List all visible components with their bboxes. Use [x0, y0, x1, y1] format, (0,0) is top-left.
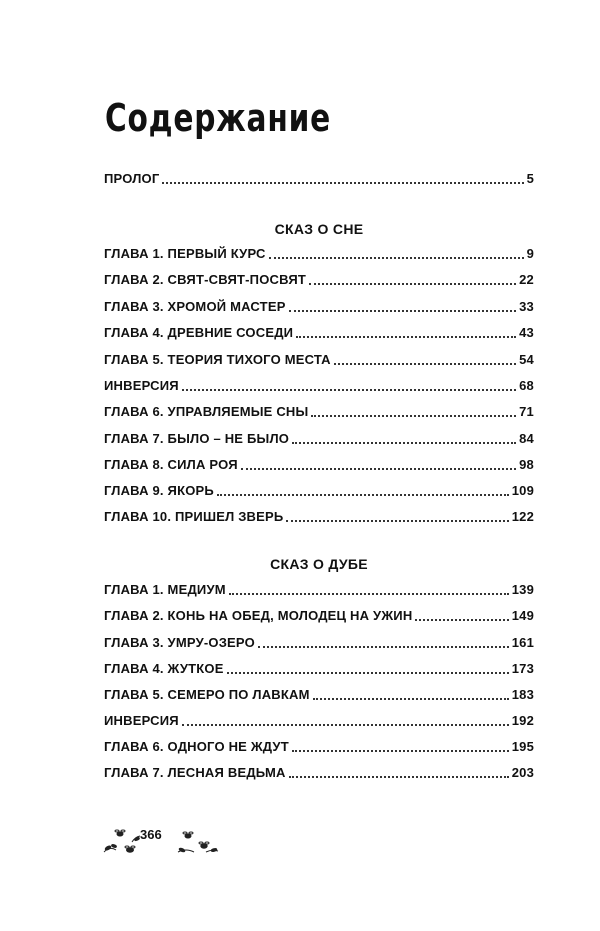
toc-entry-page: 192 — [511, 713, 534, 728]
toc-entry-page: 84 — [519, 431, 534, 446]
toc-entry[interactable] — [104, 657, 534, 677]
dot-leader — [217, 494, 509, 496]
toc-entry-label: ГЛАВА 9. ЯКОРЬ — [104, 483, 214, 498]
dot-leader — [258, 646, 509, 648]
toc-entry[interactable] — [104, 735, 534, 755]
dot-leader — [241, 468, 516, 470]
dot-leader — [292, 750, 509, 752]
toc-entry-label: ГЛАВА 3. УМРУ-ОЗЕРО — [104, 635, 255, 650]
toc-entry-label: ГЛАВА 2. КОНЬ НА ОБЕД, МОЛОДЕЦ НА УЖИН — [104, 608, 413, 623]
dot-leader — [311, 415, 516, 417]
toc-entry-label: ГЛАВА 8. СИЛА РОЯ — [104, 457, 238, 472]
page-folio — [100, 822, 230, 862]
toc-entry-page: 43 — [519, 325, 534, 340]
dot-leader — [286, 520, 508, 522]
dot-leader — [289, 310, 517, 312]
toc-entry-label: ГЛАВА 6. УПРАВЛЯЕМЫЕ СНЫ — [104, 404, 309, 419]
toc-entry-page: 109 — [511, 483, 534, 498]
bees-and-leaves-icon — [100, 822, 230, 862]
toc-entry-label: ГЛАВА 5. СЕМЕРО ПО ЛАВКАМ — [104, 687, 310, 702]
toc-entry[interactable] — [104, 578, 534, 598]
toc-entry[interactable] — [104, 453, 534, 473]
toc-entry-label: ГЛАВА 1. МЕДИУМ — [104, 582, 226, 597]
section-title-dream: СКАЗ О СНЕ — [274, 221, 364, 237]
toc-entry[interactable] — [104, 479, 534, 499]
dot-leader — [415, 619, 508, 621]
toc-entry-page: 54 — [519, 352, 534, 367]
toc-entry[interactable] — [104, 295, 534, 315]
toc-entry-page: 203 — [511, 765, 534, 780]
toc-entry-label: ИНВЕРСИЯ — [104, 378, 179, 393]
toc-entry[interactable] — [104, 374, 534, 394]
toc-entry-label: ГЛАВА 7. ЛЕСНАЯ ВЕДЬМА — [104, 765, 286, 780]
dot-leader — [296, 336, 516, 338]
dot-leader — [182, 724, 509, 726]
toc-entry-prologue[interactable] — [104, 167, 534, 187]
toc-entry-label: ИНВЕРСИЯ — [104, 713, 179, 728]
dot-leader — [313, 698, 509, 700]
dot-leader — [229, 593, 509, 595]
toc-entry-page: 183 — [511, 687, 534, 702]
toc-entry-label: ГЛАВА 6. ОДНОГО НЕ ЖДУТ — [104, 739, 289, 754]
section-title-oak: СКАЗ О ДУБЕ — [270, 556, 368, 572]
page-title: Содержание — [105, 96, 332, 140]
dot-leader — [292, 442, 516, 444]
toc-entry-page: 139 — [511, 582, 534, 597]
toc-entry[interactable] — [104, 321, 534, 341]
toc-entry-label: ГЛАВА 7. БЫЛО – НЕ БЫЛО — [104, 431, 290, 446]
toc-entry[interactable] — [104, 604, 534, 624]
toc-entry-page: 161 — [511, 635, 534, 650]
toc-entry-label: ГЛАВА 5. ТЕОРИЯ ТИХОГО МЕСТА — [104, 352, 331, 367]
toc-entry-page: 5 — [526, 171, 534, 186]
toc-entry[interactable] — [104, 631, 534, 651]
toc-entry-label: ГЛАВА 4. ДРЕВНИЕ СОСЕДИ — [104, 325, 294, 340]
toc-entry-page: 195 — [511, 739, 534, 754]
toc-entry[interactable] — [104, 242, 534, 262]
dot-leader — [289, 776, 509, 778]
toc-entry[interactable] — [104, 709, 534, 729]
toc-entry-page: 71 — [519, 404, 534, 419]
dot-leader — [269, 257, 524, 259]
toc-entry[interactable] — [104, 400, 534, 420]
dot-leader — [309, 283, 516, 285]
toc-entry-label: ГЛАВА 10. ПРИШЕЛ ЗВЕРЬ — [104, 509, 284, 524]
dot-leader — [227, 672, 509, 674]
toc-entry-label: ГЛАВА 2. СВЯТ-СВЯТ-ПОСВЯТ — [104, 272, 307, 287]
toc-entry-label: ГЛАВА 1. ПЕРВЫЙ КУРС — [104, 246, 266, 261]
toc-entry-label: ГЛАВА 3. ХРОМОЙ МАСТЕР — [104, 299, 286, 314]
dot-leader — [182, 389, 516, 391]
dot-leader — [162, 182, 523, 184]
toc-entry-page: 22 — [519, 272, 534, 287]
page-number: 366 — [140, 827, 162, 842]
toc-entry-page: 122 — [511, 509, 534, 524]
toc-entry-label: ГЛАВА 4. ЖУТКОЕ — [104, 661, 224, 676]
toc-entry-page: 173 — [511, 661, 534, 676]
toc-entry-page: 98 — [519, 457, 534, 472]
toc-entry[interactable] — [104, 505, 534, 525]
toc-entry[interactable] — [104, 761, 534, 781]
toc-entry-page: 149 — [511, 608, 534, 623]
toc-entry[interactable] — [104, 348, 534, 368]
toc-entry-page: 68 — [519, 378, 534, 393]
toc-entry[interactable] — [104, 427, 534, 447]
toc-entry[interactable] — [104, 683, 534, 703]
toc-entry-label: ПРОЛОГ — [104, 171, 160, 186]
toc-entry[interactable] — [104, 268, 534, 288]
toc-entry-page: 9 — [526, 246, 534, 261]
toc-entry-page: 33 — [519, 299, 534, 314]
dot-leader — [334, 363, 516, 365]
